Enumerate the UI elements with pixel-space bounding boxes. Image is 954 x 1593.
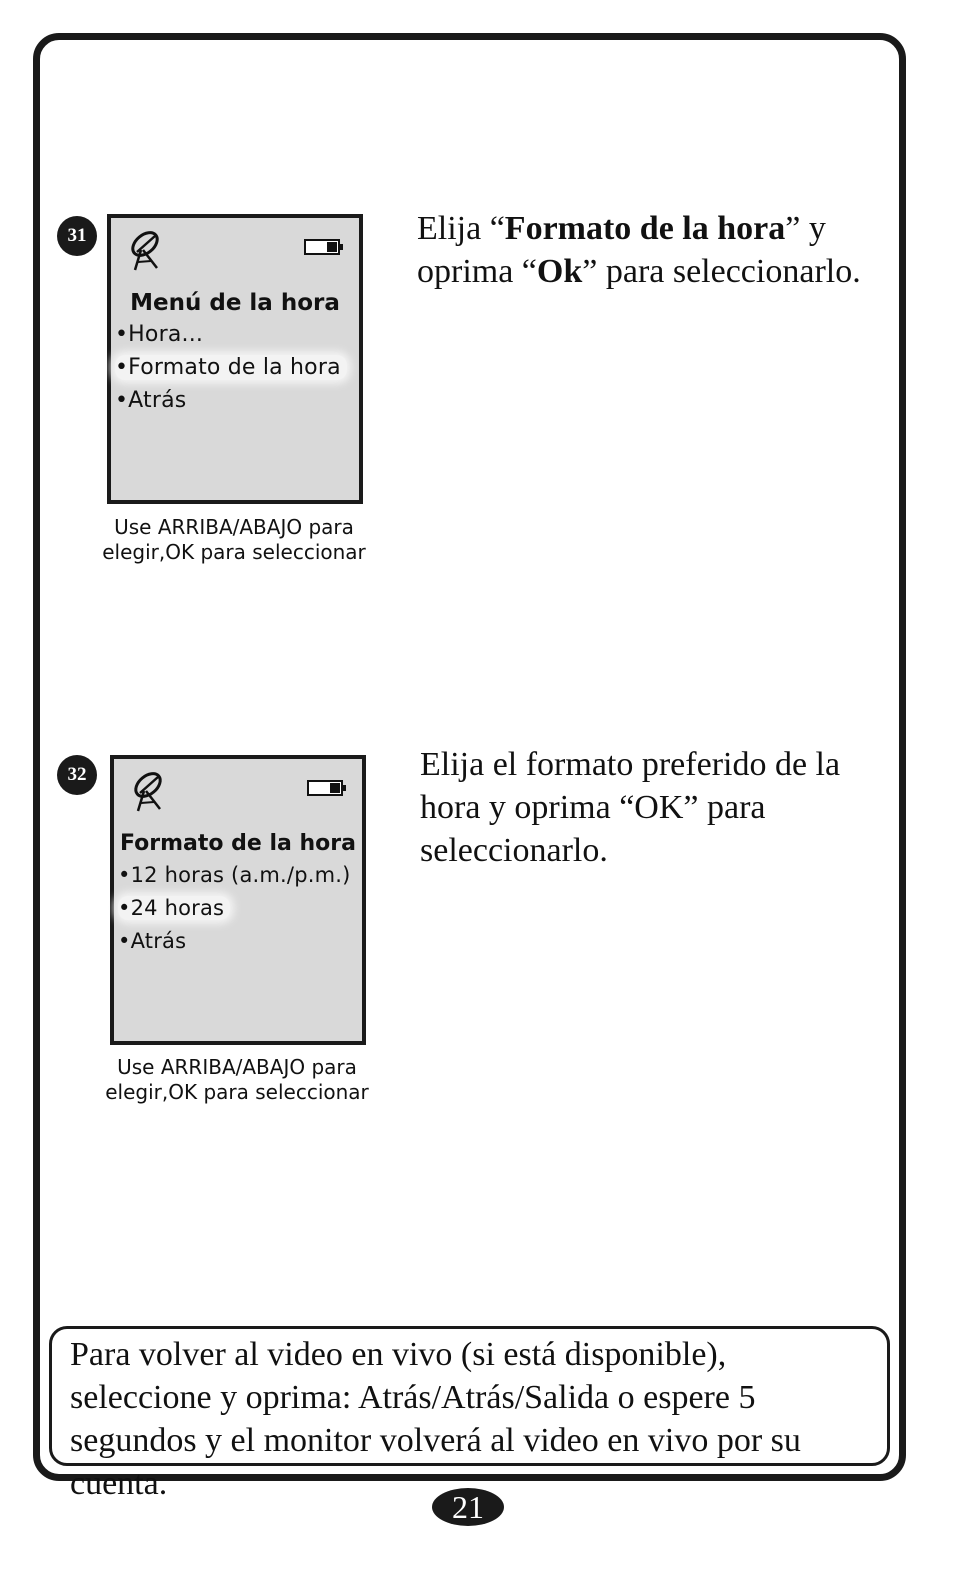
- satellite-antenna-icon: [128, 769, 168, 813]
- menu-item-back: •Atrás: [118, 929, 187, 953]
- monitor-screen-time-menu: [107, 214, 363, 504]
- caption-line: Use ARRIBA/ABAJO para: [114, 515, 354, 539]
- emphasis-text: Formato de la hora: [504, 210, 786, 247]
- step-instruction: Elija el formato preferido de la hora y oprima “OK” para seleccionarlo.: [420, 746, 841, 869]
- screen-menu-title: Menú de la hora: [130, 290, 340, 316]
- battery-icon: [303, 238, 345, 256]
- battery-icon: [306, 779, 348, 797]
- satellite-antenna-icon: [125, 228, 165, 272]
- monitor-screen-time-format: [110, 755, 366, 1045]
- step-number-badge: 32: [57, 755, 97, 795]
- menu-item-back: •Atrás: [115, 388, 187, 413]
- note-box: Para volver al video en vivo (si está disponible), seleccione y oprima: Atrás/Atrás/Salida o espere 5 segundos y el monitor volverá al video en vivo por su cuenta.: [49, 1326, 890, 1466]
- menu-item-24-hours: •24 horas: [118, 896, 230, 920]
- menu-item-time: •Hora...: [115, 322, 204, 347]
- menu-item-12-hours: •12 horas (a.m./p.m.): [118, 863, 351, 887]
- screen-caption: [67, 1055, 407, 1105]
- step-instruction: Elija “Formato de la hora” y oprima “Ok” para seleccionarlo.: [417, 210, 861, 290]
- emphasis-text: Ok: [536, 253, 583, 290]
- screen-menu-title: Formato de la hora: [119, 831, 356, 856]
- caption-line: Use ARRIBA/ABAJO para: [117, 1055, 357, 1079]
- screen-caption: [64, 515, 404, 565]
- menu-item-time-format: •Formato de la hora: [115, 355, 347, 380]
- caption-line: elegir,OK para seleccionar: [105, 1080, 369, 1104]
- step-number-badge: 31: [57, 216, 97, 256]
- page-number: 21: [432, 1488, 504, 1526]
- caption-line: elegir,OK para seleccionar: [102, 540, 366, 564]
